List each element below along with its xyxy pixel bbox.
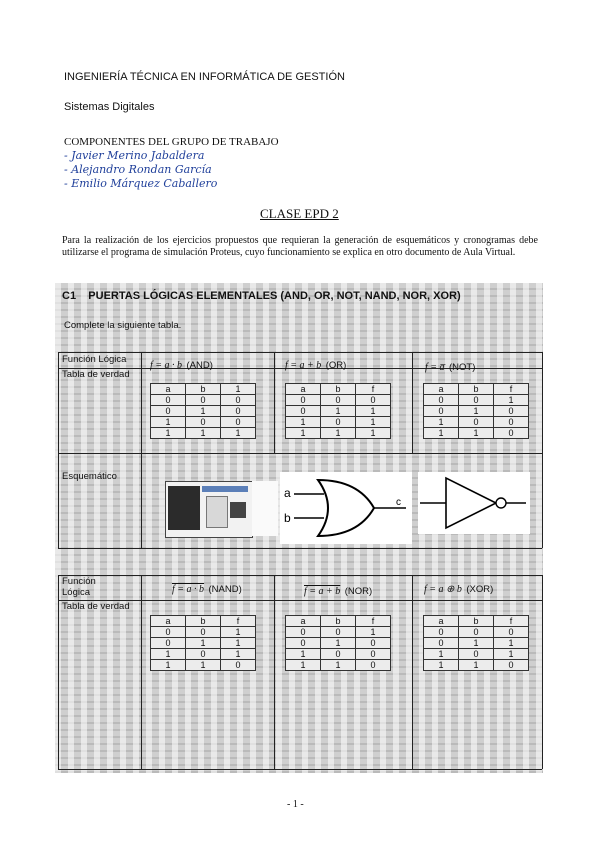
or-formula: f = a + b <box>285 360 322 371</box>
and-truth-table: a b 1 0 0 0 0 1 0 1 0 0 1 1 1 <box>150 383 256 439</box>
or-truth-table: a b f 0 0 0 0 1 1 1 0 1 1 1 1 <box>285 383 391 439</box>
section-instruction: Complete la siguiente tabla. <box>64 320 182 331</box>
not-function <box>425 357 475 375</box>
not-gate-name: (NOT) <box>448 362 476 373</box>
and-schematic-screenshot <box>165 481 253 538</box>
school-name: INGENIERÍA TÉCNICA EN INFORMÁTICA DE GESTIÓN <box>64 71 345 83</box>
member-2: - Alejandro Rondan García <box>64 163 212 176</box>
not-gate-icon <box>418 472 530 534</box>
truth-table-label: Tabla de verdad <box>62 369 130 380</box>
nor-truth-table: a b f 0 0 1 0 1 0 1 0 0 1 1 0 <box>285 615 391 671</box>
output-c-label: c <box>396 497 401 508</box>
or-function <box>285 355 346 373</box>
function-label-2: Función Lógica <box>62 576 96 598</box>
nand-formula: f = a · b <box>172 584 205 595</box>
truth-table-label-2: Tabla de verdad <box>62 601 130 612</box>
or-gate-icon <box>280 472 412 544</box>
member-3: - Emilio Márquez Caballero <box>64 177 218 190</box>
schematic-label: Esquemático <box>62 471 117 482</box>
nor-function <box>304 581 372 599</box>
and-formula: f = a · b <box>150 360 183 371</box>
nor-formula: f = a + b <box>304 586 341 597</box>
not-formula: f = a̅ <box>425 362 445 373</box>
and-gate-name: (AND) <box>186 360 213 371</box>
course-name: Sistemas Digitales <box>64 101 155 113</box>
xor-truth-table: a b f 0 0 0 0 1 1 1 0 1 1 1 0 <box>423 615 529 671</box>
input-b-label: b <box>284 511 291 525</box>
input-a-label: a <box>284 486 291 500</box>
and-function <box>150 355 213 373</box>
function-label: Función Lógica <box>62 354 127 365</box>
class-title: CLASE EPD 2 <box>260 206 339 221</box>
or-gate-name: (OR) <box>325 360 347 371</box>
not-truth-table: a b f 0 0 1 0 1 0 1 0 0 1 1 0 <box>423 383 529 439</box>
intro-paragraph: Para la realización de los ejercicios propuestos que requieran la generación de esquemáticos y cronogramas debe utilizarse el programa de simulación Proteus, cuyo funcionamiento se explica en otro documento de Aula Virtual. <box>62 235 538 258</box>
nand-gate-name: (NAND) <box>208 584 242 595</box>
section-title: C1 PUERTAS LÓGICAS ELEMENTALES (AND, OR, NOT, NAND, NOR, XOR) <box>62 290 461 302</box>
member-1: - Javier Merino Jabaldera <box>64 149 205 162</box>
xor-gate-name: (XOR) <box>466 584 494 595</box>
nor-gate-name: (NOR) <box>344 586 373 597</box>
nand-function <box>172 579 242 597</box>
xor-function <box>424 579 493 597</box>
nand-truth-table: a b f 0 0 1 0 1 1 1 0 1 1 1 0 <box>150 615 256 671</box>
xor-formula: f = a ⊕ b <box>424 584 462 595</box>
page-number: - 1 - <box>287 799 304 810</box>
group-title: COMPONENTES DEL GRUPO DE TRABAJO <box>64 136 279 148</box>
